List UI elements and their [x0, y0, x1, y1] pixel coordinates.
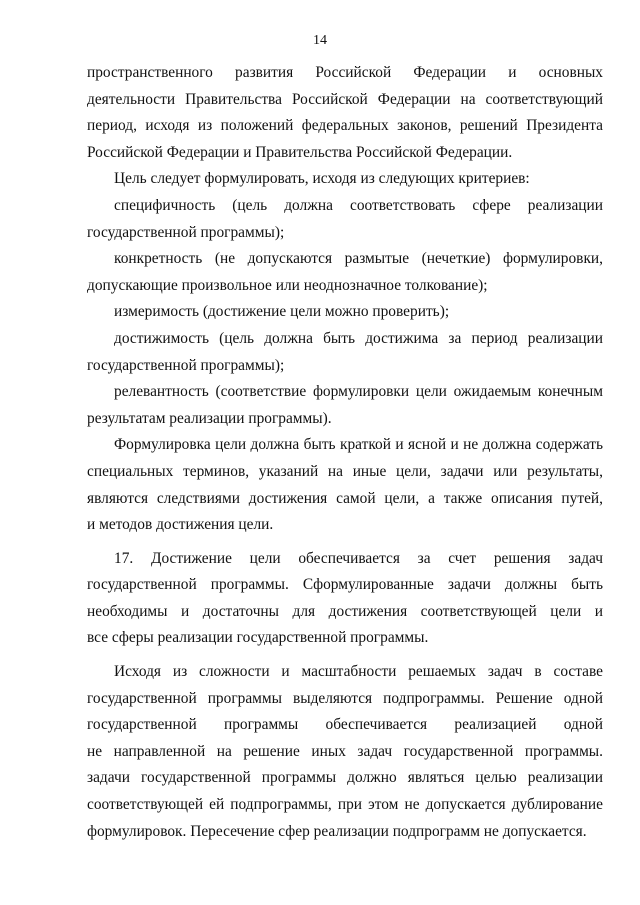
text-line: период, исходя из положений федеральных законов, решений Президента: [87, 117, 603, 135]
text-line: пространственного развития Российской Федерации и основных: [87, 64, 603, 81]
text-line: формулировок. Пересечение сфер реализации подпрограмм не допускается.: [87, 822, 587, 840]
text-line: специфичность (цель должна соответствовать сфере реализации: [114, 196, 603, 214]
text-line: 17. Достижение цели обеспечивается за счет решения задач: [114, 549, 603, 567]
text-line: Исходя из сложности и масштабности решаемых задач в составе: [114, 663, 603, 681]
text-line: и методов достижения цели.: [87, 516, 274, 534]
text-line: являются следствиями достижения самой цели, а также описания путей,: [87, 489, 603, 507]
text-line: релевантность (соответствие формулировки цели ожидаемым конечным: [114, 383, 603, 401]
text-line: Российской Федерации и Правительства Российской Федерации.: [87, 143, 513, 161]
document-body: [87, 60, 603, 845]
text-line: государственной программы выделяются подпрограммы. Решение одной: [87, 689, 603, 707]
page-number: 14: [313, 33, 327, 48]
text-line: Цель следует формулировать, исходя из следующих критериев:: [114, 170, 530, 188]
text-line: измеримость (достижение цели можно проверить);: [114, 303, 450, 321]
text-line: все сферы реализации государственной программы.: [87, 629, 429, 647]
text-line: не направленной на решение иных задач государственной программы.: [87, 742, 603, 760]
text-line: государственной программы обеспечивается реализацией одной: [87, 716, 603, 734]
text-line: государственной программы. Сформулированные задачи должны быть: [87, 576, 603, 594]
text-line: задачи государственной программы должно являться целью реализации: [87, 769, 603, 787]
text-line: государственной программы);: [87, 223, 285, 241]
text-line: государственной программы);: [87, 356, 285, 374]
text-line: результатам реализации программы).: [87, 409, 332, 427]
text-line: соответствующей ей подпрограммы, при этом не допускается дублирование: [87, 796, 603, 814]
text-line: достижимость (цель должна быть достижима за период реализации: [114, 329, 603, 347]
text-line: Формулировка цели должна быть краткой и ясной и не должна содержать: [114, 436, 603, 454]
text-line: конкретность (не допускаются размытые (нечеткие) формулировки,: [114, 250, 603, 268]
text-line: допускающие произвольное или неоднозначное толкование);: [87, 276, 488, 294]
text-line: специальных терминов, указаний на иные цели, задачи или результаты,: [87, 462, 603, 480]
text-line: деятельности Правительства Российской Федерации на соответствующий: [87, 90, 603, 108]
text-line: необходимы и достаточны для достижения соответствующей цели и: [87, 602, 603, 620]
